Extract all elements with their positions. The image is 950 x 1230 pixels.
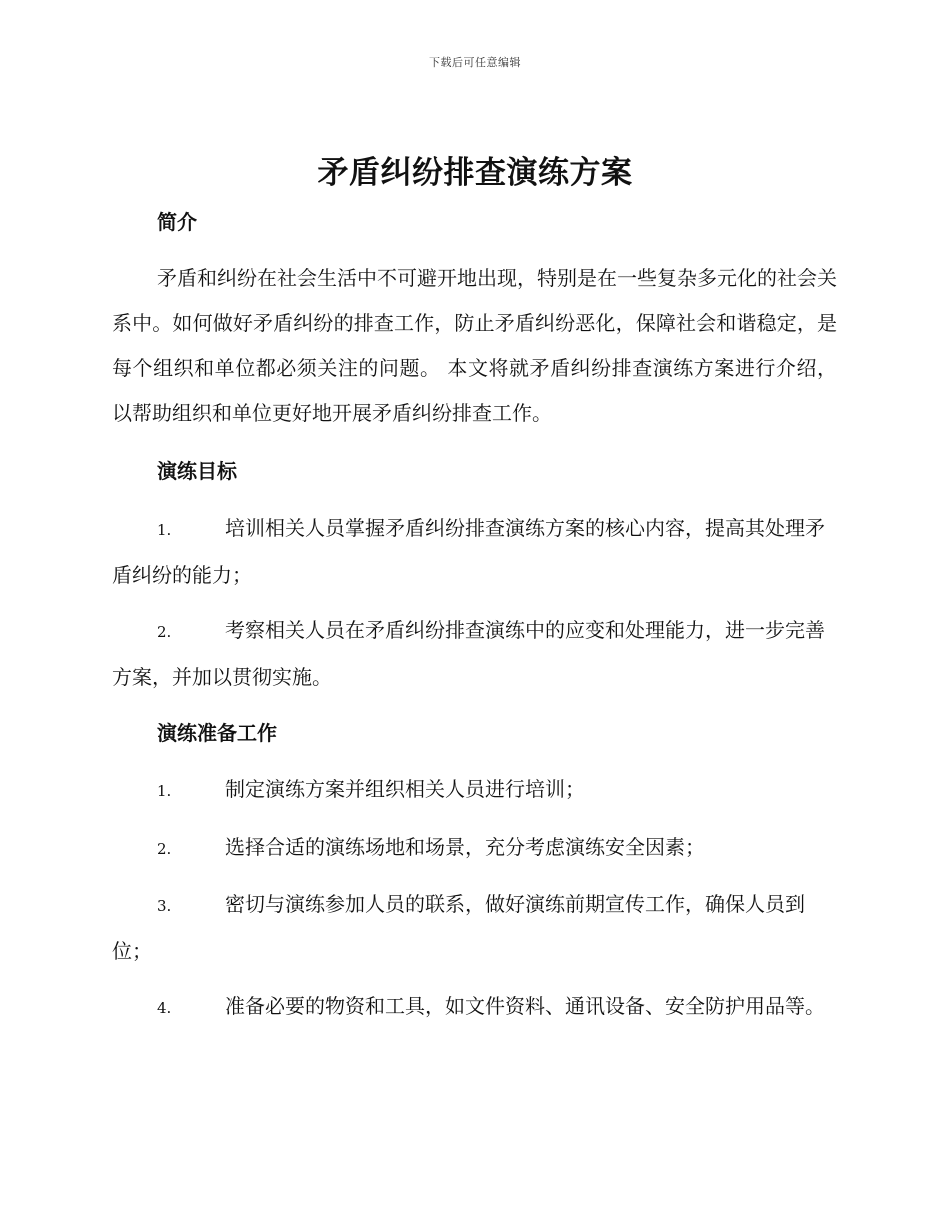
goal-item-2-text: 考察相关人员在矛盾纠纷排查演练中的应变和处理能力，进一步完善方案，并加以贯彻实施。 [112, 618, 825, 689]
prep-item-3-text: 密切与演练参加人员的联系，做好演练前期宣传工作，确保人员到位； [112, 892, 805, 963]
prep-item-3 [112, 882, 837, 974]
prep-item-2-number: 2. [157, 840, 172, 858]
document-title: 矛盾纠纷排查演练方案 [317, 155, 633, 191]
prep-item-4 [112, 984, 837, 1031]
goal-item-1 [112, 506, 837, 598]
prep-item-4-text: 准备必要的物资和工具，如文件资料、通讯设备、安全防护用品等。 [225, 994, 825, 1018]
prep-item-1-text: 制定演练方案并组织相关人员进行培训； [225, 777, 585, 801]
section-heading-goals: 演练目标 [157, 459, 237, 483]
section-heading-intro: 简介 [157, 210, 197, 234]
prep-item-3-number: 3. [157, 897, 172, 915]
goal-item-1-text: 培训相关人员掌握矛盾纠纷排查演练方案的核心内容，提高其处理矛盾纠纷的能力； [112, 516, 825, 587]
prep-item-2 [112, 825, 837, 872]
prep-item-2-text: 选择合适的演练场地和场景，充分考虑演练安全因素； [225, 835, 705, 859]
goal-item-2 [112, 608, 837, 700]
goal-item-1-number: 1. [157, 521, 172, 539]
section-heading-preparation: 演练准备工作 [157, 721, 277, 745]
header-note: 下载后可任意编辑 [429, 56, 521, 69]
goal-item-2-number: 2. [157, 623, 172, 641]
prep-item-1-number: 1. [157, 782, 172, 800]
intro-paragraph: 矛盾和纠纷在社会生活中不可避开地出现，特别是在一些复杂多元化的社会关系中。如何做好矛盾纠纷的排查工作，防止矛盾纠纷恶化，保障社会和谐稳定，是每个组织和单位都必须关注的问题。 本文将就矛盾纠纷排查演练方案进行介绍，以帮助组织和单位更好地开展矛盾纠纷排查工作。 [112, 266, 837, 425]
prep-item-4-number: 4. [157, 999, 172, 1017]
prep-item-1 [112, 767, 837, 814]
